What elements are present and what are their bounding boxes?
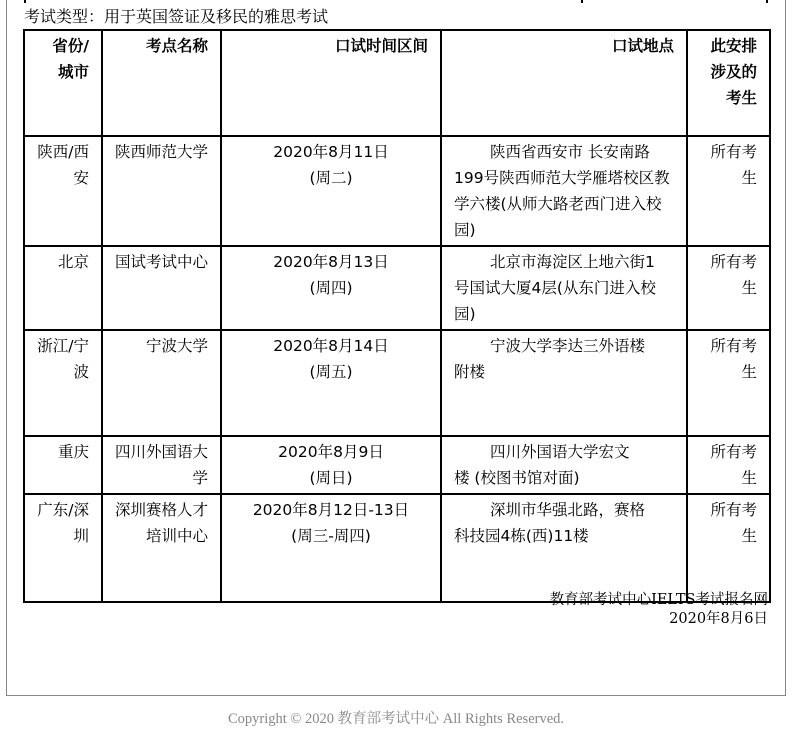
test-center-table xyxy=(23,29,771,603)
cell-province: 浙江/宁波 xyxy=(24,330,102,436)
cell-weekday: (周五) xyxy=(309,363,353,381)
cell-weekday: (周二) xyxy=(309,169,353,187)
table-row xyxy=(24,494,770,602)
source-name: 教育部考试中心IELTS考试报名网 xyxy=(549,592,768,608)
cell-date: 2020年8月14日 xyxy=(273,337,389,355)
cell-center: 四川外国语大学 xyxy=(102,436,221,494)
publish-date: 2020年8月6日 xyxy=(669,611,768,627)
header-candidates: 此安排涉及的考生 xyxy=(687,30,770,136)
cell-weekday: (周四) xyxy=(309,279,353,297)
table-row xyxy=(24,436,770,494)
copyright-footer: Copyright © 2020 教育部考试中心 All Rights Reserved. xyxy=(227,711,565,727)
cell-province: 北京 xyxy=(24,246,102,330)
cell-place-line1: 北京市海淀区上地六街1 xyxy=(490,253,655,271)
cell-candidates: 所有考生 xyxy=(687,436,770,494)
cell-place-line1: 深圳市华强北路，赛格 xyxy=(490,501,646,519)
cell-place-rest: 楼 (校图书馆对面) xyxy=(454,469,580,487)
cell-time xyxy=(221,494,441,602)
header-place: 口试地点 xyxy=(441,30,687,136)
exam-type-heading: 考试类型：用于英国签证及移民的雅思考试 xyxy=(24,7,329,26)
cell-time xyxy=(221,246,441,330)
cell-place xyxy=(441,330,687,436)
cell-date: 2020年8月13日 xyxy=(273,253,389,271)
cell-candidates: 所有考生 xyxy=(687,330,770,436)
cell-place-rest: 科技园4栋(西)11楼 xyxy=(454,527,589,545)
cell-province: 广东/深圳 xyxy=(24,494,102,602)
cell-place-line1: 宁波大学李达三外语楼 xyxy=(490,337,646,355)
header-time: 口试时间区间 xyxy=(221,30,441,136)
cell-center: 国试考试中心 xyxy=(102,246,221,330)
header-province: 省份/城市 xyxy=(24,30,102,136)
cell-candidates: 所有考生 xyxy=(687,136,770,246)
cell-date: 2020年8月11日 xyxy=(273,143,389,161)
cell-place-rest: 199号陕西师范大学雁塔校区教学六楼(从师大路老西门进入校园) xyxy=(454,169,670,239)
cell-time xyxy=(221,436,441,494)
cell-date: 2020年8月12日-13日 xyxy=(252,501,410,519)
cell-center: 深圳赛格人才培训中心 xyxy=(102,494,221,602)
table-row xyxy=(24,246,770,330)
cell-place xyxy=(441,436,687,494)
cell-date: 2020年8月9日 xyxy=(278,443,384,461)
cell-province: 重庆 xyxy=(24,436,102,494)
cell-time xyxy=(221,136,441,246)
table-row xyxy=(24,330,770,436)
cell-weekday: (周三-周四) xyxy=(291,527,371,545)
cell-place xyxy=(441,494,687,602)
cell-place-line1: 陕西省西安市 长安南路 xyxy=(490,143,650,161)
cell-candidates: 所有考生 xyxy=(687,246,770,330)
cell-time xyxy=(221,330,441,436)
cell-place-line1: 四川外国语大学宏文 xyxy=(490,443,630,461)
cell-center: 宁波大学 xyxy=(102,330,221,436)
cell-place-rest: 附楼 xyxy=(454,363,486,381)
cell-candidates: 所有考生 xyxy=(687,494,770,602)
source-note xyxy=(550,591,768,629)
cell-province: 陕西/西安 xyxy=(24,136,102,246)
cell-place-rest: 号国试大厦4层(从东门进入校园) xyxy=(454,279,656,323)
cell-place xyxy=(441,136,687,246)
table-row xyxy=(24,136,770,246)
cell-place xyxy=(441,246,687,330)
table-header-row xyxy=(24,30,770,136)
cell-weekday: (周日) xyxy=(309,469,353,487)
cell-center: 陕西师范大学 xyxy=(102,136,221,246)
previous-table-edge xyxy=(24,0,768,3)
header-center: 考点名称 xyxy=(102,30,221,136)
